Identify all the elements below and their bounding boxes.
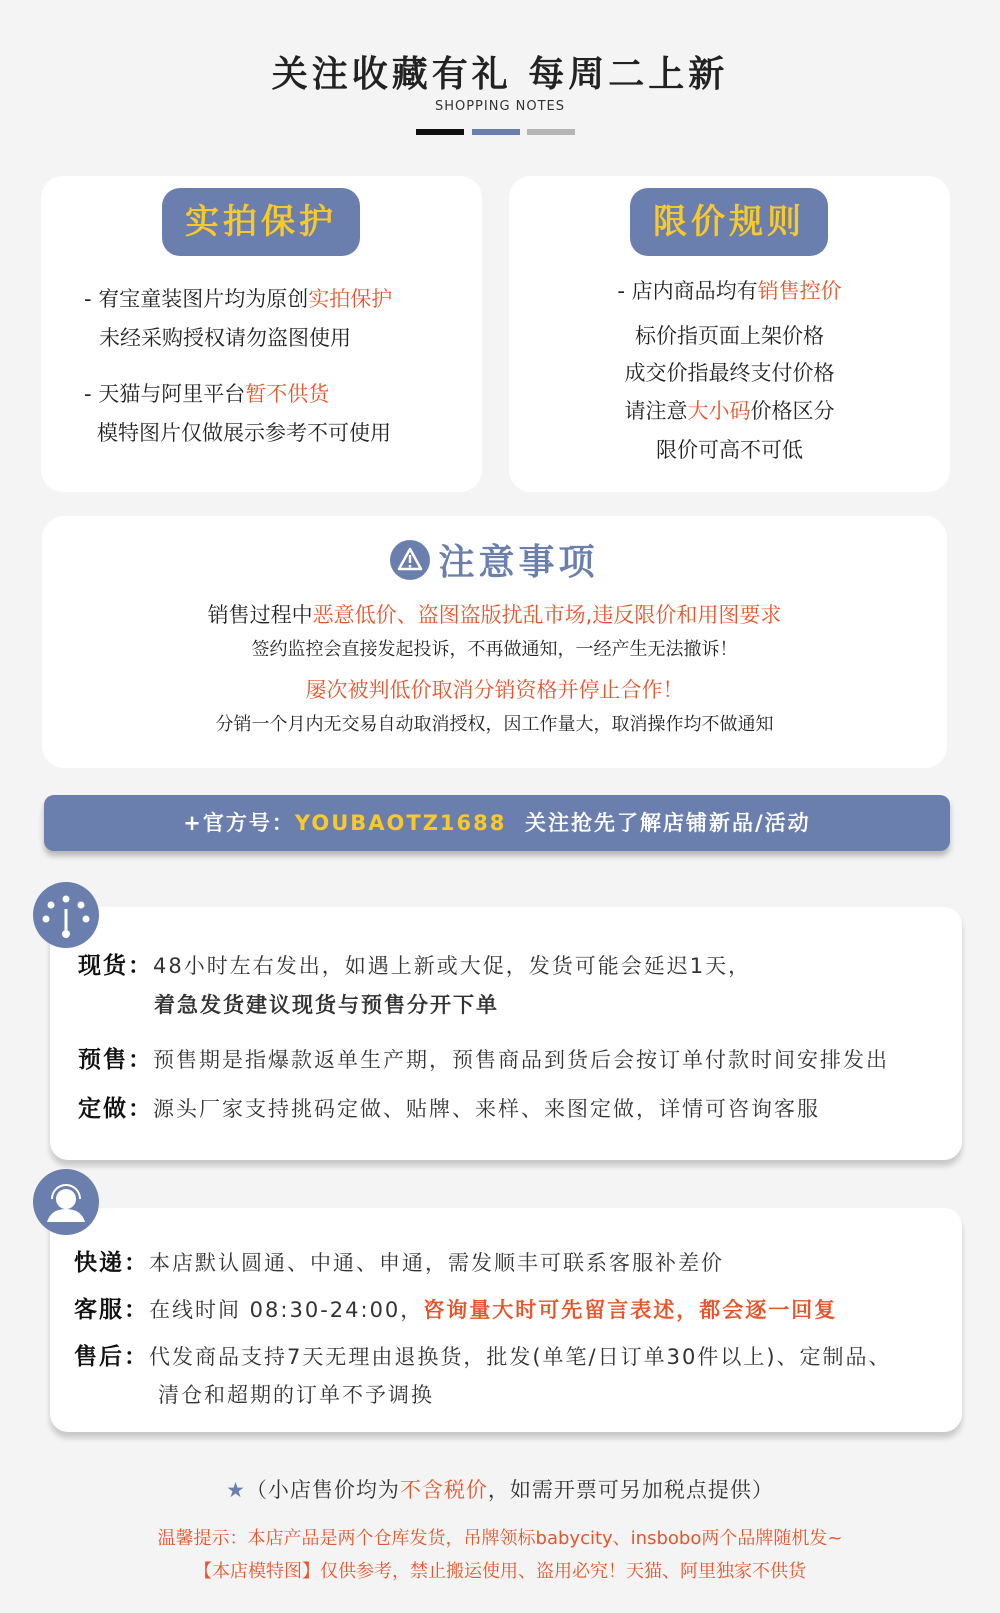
star-icon: ★: [226, 1478, 246, 1502]
card-line: - 天猫与阿里平台暂不供货: [84, 382, 330, 406]
gauge-icon: [33, 882, 99, 948]
photo-protection-badge: 实拍保护: [162, 188, 360, 256]
shipping-row-presale: 预售：预售期是指爆款返单生产期，预售商品到货后会按订单付款时间安排发出: [78, 1047, 889, 1073]
card-line: 未经采购授权请勿盗图使用: [99, 326, 351, 350]
card-line: 成交价指最终支付价格: [624, 361, 835, 385]
notice-card: [42, 516, 947, 768]
photo-protection-card: [41, 176, 482, 492]
card-line: - 店内商品均有销售控价: [617, 279, 842, 303]
notice-line: 分销一个月内无交易自动取消授权，因工作量大，取消操作均不做通知: [215, 714, 774, 735]
warm-tip: 温馨提示：本店产品是两个仓库发货，吊牌领标babycity、insbobo两个品牌随机发~: [157, 1528, 843, 1549]
notice-title: 注意事项: [438, 542, 599, 583]
divider-bar-gray: [527, 129, 575, 135]
card-line: 标价指页面上架价格: [635, 324, 824, 348]
divider-bar-blue: [472, 129, 520, 135]
page-subtitle: SHOPPING NOTES: [434, 99, 566, 114]
service-row-aftersales: 售后：代发商品支持7天无理由退换货，批发(单笔/日订单30件以上)、定制品、: [74, 1344, 892, 1370]
service-card: [50, 1208, 962, 1432]
notice-line: 屡次被判低价取消分销资格并停止合作！: [305, 678, 684, 702]
page-title: 关注收藏有礼 每周二上新: [271, 54, 729, 95]
divider-bar-black: [416, 129, 464, 135]
notice-line: 签约监控会直接发起投诉，不再做通知，一经产生无法撤诉！: [251, 639, 738, 660]
official-account-id: YOUBAOTZ1688: [294, 811, 507, 835]
banner-prefix: +官方号：: [183, 811, 295, 835]
tax-note: ★（小店售价均为不含税价，如需开票可另加税点提供）: [226, 1478, 774, 1502]
card-line: - 宥宝童装图片均为原创实拍保护: [84, 287, 393, 311]
service-row-express: 快递：本店默认圆通、中通、申通，需发顺丰可联系客服补差价: [74, 1250, 724, 1276]
price-rules-badge: 限价规则: [630, 188, 828, 256]
card-line: 请注意大小码价格区分: [624, 399, 835, 423]
notice-line: 销售过程中恶意低价、盗图盗版扰乱市场,违反限价和用图要求: [207, 603, 782, 627]
banner-suffix: 关注抢先了解店铺新品/活动: [525, 811, 811, 835]
shipping-row-custom: 定做：源头厂家支持挑码定做、贴牌、来样、来图定做，详情可咨询客服: [78, 1096, 820, 1122]
shipping-card: [50, 907, 962, 1160]
customer-service-icon: [33, 1169, 99, 1235]
card-line: 模特图片仅做展示参考不可使用: [97, 421, 391, 445]
price-rules-card: [509, 176, 950, 492]
shipping-row-instock: 现货：48小时左右发出，如遇上新或大促，发货可能会延迟1天，: [78, 953, 752, 979]
shipping-row-instock-note: 着急发货建议现货与预售分开下单: [154, 993, 499, 1017]
official-account-banner[interactable]: [44, 795, 950, 851]
service-row-aftersales-cont: 清仓和超期的订单不予调换: [158, 1383, 434, 1407]
warning-icon: [390, 540, 430, 580]
card-line: 限价可高不可低: [656, 438, 803, 462]
model-photo-notice: 【本店模特图】仅供参考，禁止搬运使用、盗用必究！天猫、阿里独家不供货: [194, 1561, 806, 1582]
service-row-support: 客服：在线时间 08:30-24:00，咨询量大时可先留言表述，都会逐一回复: [74, 1297, 838, 1323]
